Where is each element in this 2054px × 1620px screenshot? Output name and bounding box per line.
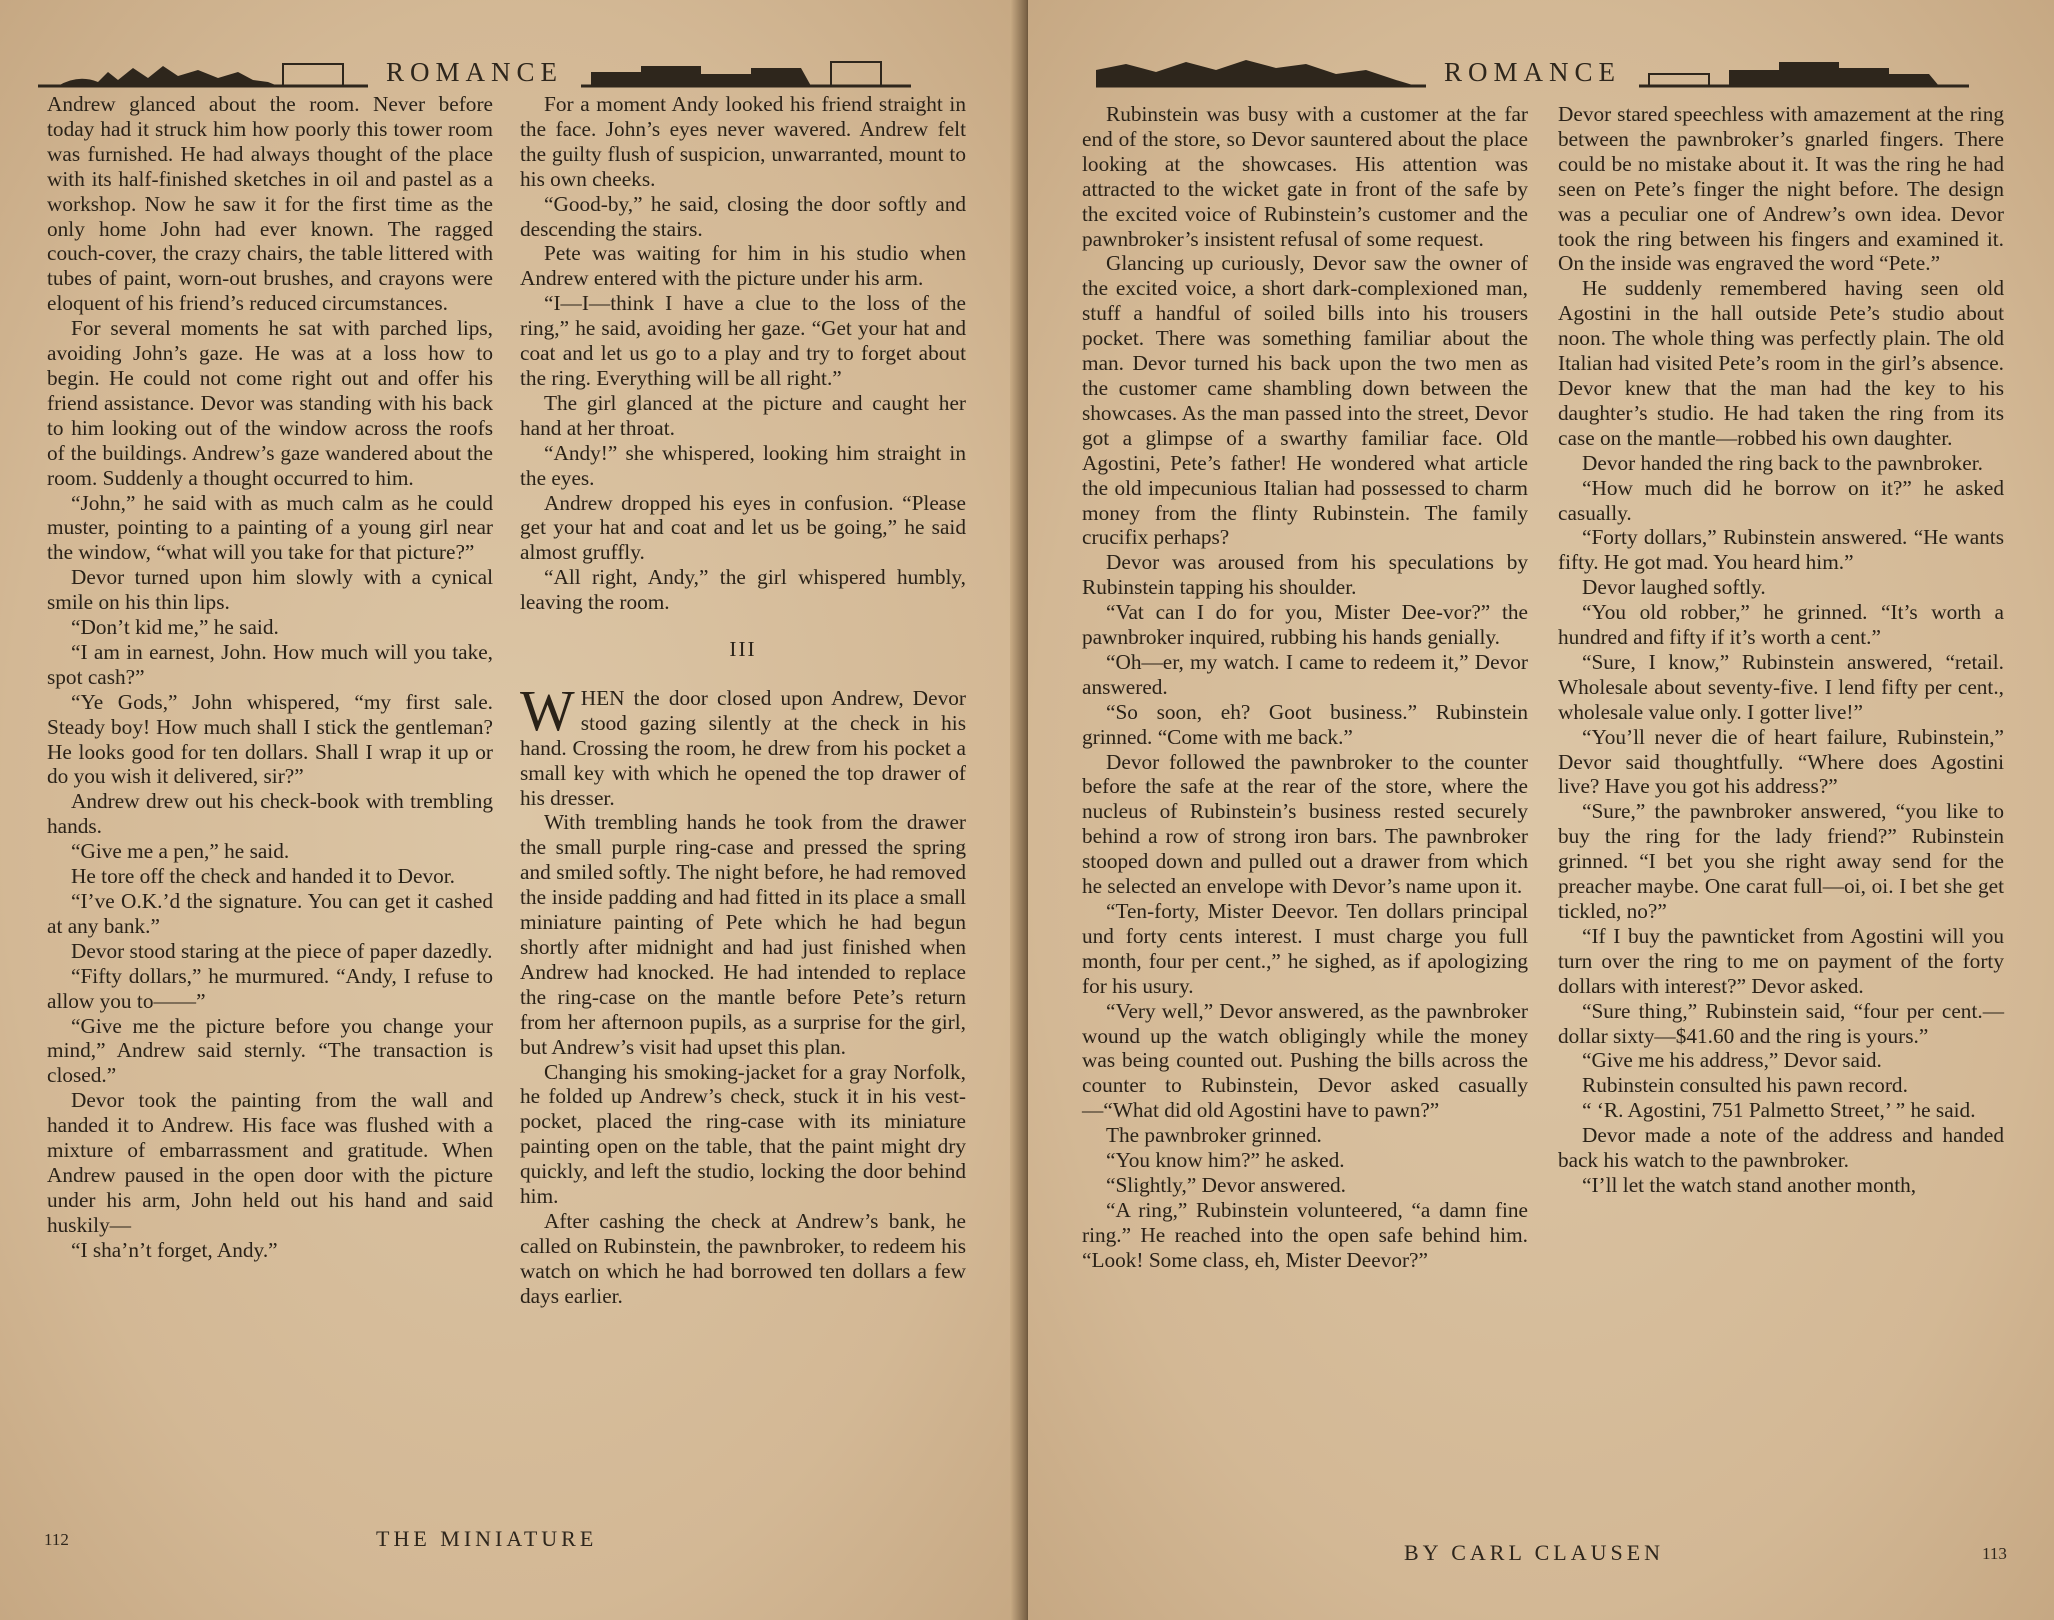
right-head-ornament-right — [1639, 52, 1969, 92]
left-page-column-1 — [47, 92, 493, 1263]
paragraph: “So soon, eh? Goot business.” Rubinstein grinned. “Come with me back.” — [1082, 699, 1528, 749]
paragraph: “Sure,” the pawnbroker answered, “you like to buy the ring for the lady friend?” Rubinstein grinned. “I bet you she right away send for the preacher maybe. One carat full—oi, oi. I bet she get tickled, no?” — [1558, 799, 2004, 923]
paragraph: “ ‘R. Agostini, 751 Palmetto Street,’ ” he said. — [1582, 1098, 1976, 1123]
paragraph: For a moment Andy looked his friend straight in the face. John’s eyes never wavered. Andrew felt the guilty flush of suspicion, unwarranted, mount to his own cheeks. — [520, 92, 966, 191]
left-head-ornament-left — [38, 52, 368, 92]
paragraph: Pete was waiting for him in his studio when Andrew entered with the picture under his arm. — [520, 241, 966, 291]
left-folio — [44, 1530, 69, 1550]
left-running-head-title: ROMANCE — [386, 56, 564, 87]
paragraph: For several moments he sat with parched lips, avoiding John’s gaze. He was at a loss how to begin. He could not come right out and offer his friend assistance. Devor was standing with his back to him looking out of the window across the roofs of the buildings. Andrew’s gaze wandered about the room. Suddenly a thought occurred to him. — [47, 316, 493, 490]
paragraph: Devor was aroused from his speculations by Rubinstein tapping his shoulder. — [1082, 550, 1528, 600]
right-folio — [1982, 1544, 2007, 1564]
paragraph: “You old robber,” he grinned. “It’s worth a hundred and fifty if it’s worth a cent.” — [1558, 600, 2004, 650]
paragraph: Changing his smoking-jacket for a gray Norfolk, he folded up Andrew’s check, stuck it in his vest-pocket, placed the ring-case with its miniature painting open on the table, that the paint might dry quickly, and left the studio, locking the door behind him. — [520, 1059, 966, 1209]
paragraph: “Oh—er, my watch. I came to redeem it,” Devor answered. — [1082, 649, 1528, 699]
paragraph: Andrew dropped his eyes in confusion. “Please get your hat and coat and let us be going,” he said almost gruffly. — [520, 490, 966, 565]
paragraph: Rubinstein was busy with a customer at the far end of the store, so Devor sauntered about the place looking at the showcases. His attention was attracted to the wicket gate in front of the safe by the excited voice of Rubinstein’s customer and the pawnbroker’s insistent refusal of some request. — [1082, 102, 1528, 251]
dropcap-paragraph — [520, 677, 966, 811]
right-page-column-2 — [1558, 102, 2004, 1198]
paragraph: “Very well,” Devor answered, as the pawnbroker wound up the watch obligingly while the money was being counted out. Pushing the bills across the counter to Rubinstein, Devor asked casually—“What did old Agostini have to pawn?” — [1082, 998, 1528, 1123]
paragraph: “Good-by,” he said, closing the door softly and descending the stairs. — [520, 191, 966, 241]
paragraph: “Ten-forty, Mister Deevor. Ten dollars principal und forty cents interest. I must charge you full month, four per cent.,” he sighed, as if apologizing for his usury. — [1082, 899, 1528, 998]
dropcap-letter: W — [520, 677, 575, 743]
left-page — [0, 0, 1022, 1620]
paragraph: Devor took the painting from the wall and handed it to Andrew. His face was flushed with a mixture of embarrassment and gratitude. When Andrew paused in the open door with the picture under his arm, John held out his hand and said huskily— — [47, 1088, 493, 1237]
paragraph: He tore off the check and handed it to Devor. — [71, 864, 455, 889]
right-footer-byline — [1404, 1540, 1664, 1566]
paragraph: After cashing the check at Andrew’s bank, he called on Rubinstein, the pawnbroker, to redeem his watch on which he had borrowed ten dollars a few days earlier. — [520, 1208, 966, 1308]
paragraph: “Vat can I do for you, Mister Dee-vor?” the pawnbroker inquired, rubbing his hands genially. — [1082, 600, 1528, 650]
left-page-column-2 — [520, 92, 966, 1309]
paragraph: The pawnbroker grinned. — [1106, 1123, 1322, 1148]
footer-byline: BY CARL CLAUSEN — [1404, 1540, 1665, 1565]
paragraph: “Fifty dollars,” he murmured. “Andy, I refuse to allow you to——” — [47, 963, 493, 1013]
paragraph: “You know him?” he asked. — [1106, 1148, 1345, 1173]
paragraph: He suddenly remembered having seen old Agostini in the hall outside Pete’s studio about noon. The whole thing was perfectly plain. The old Italian had visited Pete’s room in the girl’s absence. Devor knew that the man had the key to his daughter’s studio. He had taken the ring from its case on the mantle—robbed his own daughter. — [1558, 276, 2004, 450]
paragraph: Devor laughed softly. — [1582, 575, 1766, 600]
right-running-head-title: ROMANCE — [1444, 56, 1622, 87]
paragraph: “Ye Gods,” John whispered, “my first sale. Steady boy! How much shall I stick the gentleman? He looks good for ten dollars. Shall I wrap it up or do you wish it delivered, sir?” — [47, 689, 493, 789]
paragraph: “John,” he said with as much calm as he could muster, pointing to a painting of a young girl near the window, “what will you take for that picture?” — [47, 490, 493, 565]
page-number: 113 — [1982, 1544, 2007, 1563]
paragraph: “If I buy the pawnticket from Agostini will you turn over the ring to me on payment of the forty dollars with interest?” Devor asked. — [1558, 923, 2004, 998]
paragraph: “Give me his address,” Devor said. — [1582, 1048, 1882, 1073]
paragraph: “Slightly,” Devor answered. — [1106, 1172, 1346, 1197]
right-page — [1028, 0, 2054, 1620]
right-head-ornament-left — [1096, 52, 1426, 92]
paragraph: Rubinstein consulted his pawn record. — [1582, 1073, 1908, 1098]
paragraph: Devor followed the pawnbroker to the counter before the safe at the rear of the store, where the nucleus of Rubinstein’s business rested securely behind a row of strong iron bars. The pawnbroker stooped down and pulled out a drawer from which he selected an envelope with Devor’s name upon it. — [1082, 749, 1528, 899]
paragraph: “Forty dollars,” Rubinstein answered. “He wants fifty. He got mad. You heard him.” — [1558, 525, 2004, 575]
footer-title: THE MINIATURE — [376, 1526, 598, 1551]
paragraph: “I—I—think I have a clue to the loss of the ring,” he said, avoiding her gaze. “Get your hat and coat and let us go to a play and try to forget about the ring. Everything will be all right.” — [520, 291, 966, 390]
paragraph: “A ring,” Rubinstein volunteered, “a damn fine ring.” He reached into the open safe behind him. “Look! Some class, eh, Mister Deevor?” — [1082, 1197, 1528, 1272]
paragraph: Devor stared speechless with amazement at the ring between the pawnbroker’s gnarled fingers. There could be no mistake about it. It was the ring he had seen on Pete’s finger the night before. The design was a peculiar one of Andrew’s own idea. Devor took the ring between his fingers and examined it. On the inside was engraved the word “Pete.” — [1558, 102, 2004, 276]
paragraph: “You’ll never die of heart failure, Rubinstein,” Devor said thoughtfully. “Where does Agostini live? Have you got his address?” — [1558, 724, 2004, 799]
paragraph: “All right, Andy,” the girl whispered humbly, leaving the room. — [520, 565, 966, 615]
paragraph: Devor stood staring at the piece of paper dazedly. — [71, 938, 493, 963]
paragraph: Andrew glanced about the room. Never before today had it struck him how poorly this tower room was furnished. He had always thought of the place with its half-finished sketches in oil and pastel as a workshop. Now he saw it for the first time as the only home John had ever known. The ragged couch-cover, the crazy chairs, the table littered with tubes of paint, worn-out brushes, and crayons were eloquent of his friend’s reduced circumstances. — [47, 92, 493, 316]
paragraph: “Don’t kid me,” he said. — [71, 615, 279, 640]
paragraph: “Sure, I know,” Rubinstein answered, “retail. Wholesale about seventy-five. I lend fifty per cent., wholesale value only. I gotter live!” — [1558, 649, 2004, 724]
paragraph: “Give me a pen,” he said. — [71, 839, 290, 864]
page-number: 112 — [44, 1530, 69, 1549]
paragraph: “I sha’n’t forget, Andy.” — [71, 1237, 278, 1262]
paragraph: Devor turned upon him slowly with a cynical smile on his thin lips. — [47, 565, 493, 615]
left-footer-title — [376, 1526, 597, 1552]
paragraph: Glancing up curiously, Devor saw the owner of the excited voice, a short dark-complexioned man, stuff a handful of soiled bills into his trousers pocket. There was something familiar about the man. Devor turned his back upon the two men as the customer came shambling down between the showcases. As the man passed into the street, Devor got a glimpse of a swarthy familiar face. Old Agostini, Pete’s father! He wondered what article the old impecunious Italian had possessed to charm money from the flinty Rubinstein. The family crucifix perhaps? — [1082, 251, 1528, 550]
paragraph: With trembling hands he took from the drawer the small purple ring-case and pressed the spring and smiled softly. The night before, he had removed the inside padding and had fitted in its place a small miniature painting of Pete which he had begun shortly after midnight and had just finished when Andrew had knocked. He had intended to replace the ring-case on the mantle before Pete’s return from her afternoon pupils, as a surprise for the girl, but Andrew’s visit had upset this plan. — [520, 810, 966, 1059]
paragraph: Devor handed the ring back to the pawnbroker. — [1582, 450, 1983, 475]
right-page-column-1 — [1082, 102, 1528, 1273]
dropcap-paragraph-text: HEN the door closed upon Andrew, Devor stood gazing silently at the check in his hand. Crossing the room, he drew from his pocket a small key with which he opened the top drawer of his dresser. — [520, 685, 966, 810]
paragraph: “I’ve O.K.’d the signature. You can get it cashed at any bank.” — [47, 889, 493, 938]
paragraph: Andrew drew out his check-book with trembling hands. — [47, 789, 493, 839]
left-head-ornament-right — [581, 52, 911, 92]
paragraph: “How much did he borrow on it?” he asked casually. — [1558, 475, 2004, 525]
paragraph: “I am in earnest, John. How much will you take, spot cash?” — [47, 639, 493, 689]
paragraph: “Give me the picture before you change your mind,” Andrew said sternly. “The transaction is closed.” — [47, 1013, 493, 1088]
paragraph: Devor made a note of the address and handed back his watch to the pawnbroker. — [1558, 1123, 2004, 1173]
section-number: III — [729, 637, 757, 662]
paragraph: “I’ll let the watch stand another month, — [1582, 1172, 1917, 1197]
paragraph: “Sure thing,” Rubinstein said, “four per cent.—dollar sixty—$41.60 and the ring is yours.” — [1558, 998, 2004, 1048]
right-running-head — [1096, 52, 2046, 92]
paragraph: “Andy!” she whispered, looking him straight in the eyes. — [520, 440, 966, 490]
paragraph: The girl glanced at the picture and caught her hand at her throat. — [520, 390, 966, 440]
left-running-head — [38, 52, 998, 92]
